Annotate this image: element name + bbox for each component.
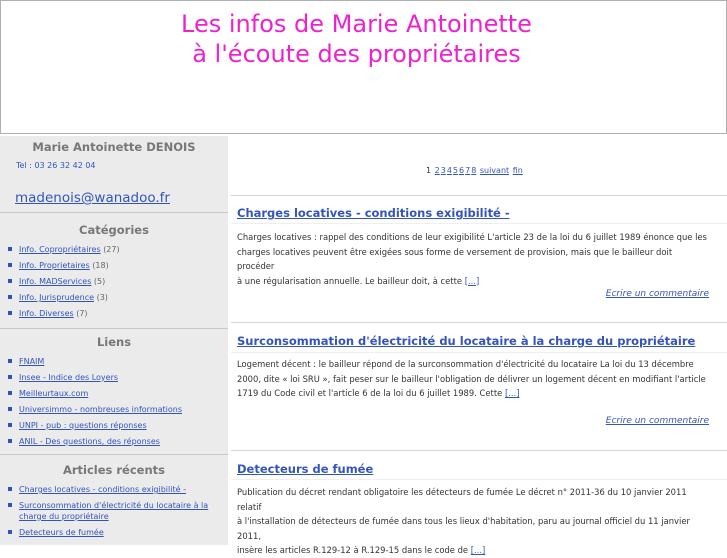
bullet-icon [8, 487, 12, 491]
page-link[interactable]: 5 [452, 166, 459, 175]
list-item [6, 500, 222, 522]
owner-name: Marie Antoinette DENOIS [32, 140, 196, 154]
post-title-link[interactable]: Detecteurs de fumée [237, 462, 374, 476]
site-header [0, 0, 727, 134]
external-link[interactable]: Universimmo - nombreuses informations [19, 405, 183, 414]
category-count: (3) [96, 293, 108, 302]
page-link[interactable]: 3 [440, 166, 446, 175]
bullet-icon [8, 375, 12, 379]
next-page-link[interactable]: suivant [479, 166, 510, 175]
external-link[interactable]: ANIL - Des questions, des réponses [19, 437, 160, 446]
bullet-icon [8, 423, 12, 427]
category-link[interactable]: Info. Copropriétaires [19, 245, 101, 254]
list-item [6, 356, 222, 367]
sidebar-divider [0, 328, 228, 329]
last-page-link[interactable]: fin [512, 166, 523, 175]
list-item [6, 276, 222, 287]
bullet-icon [8, 439, 12, 443]
categories-list [6, 244, 222, 324]
bullet-icon [8, 407, 12, 411]
post-excerpt [237, 485, 709, 558]
list-item [6, 308, 222, 319]
read-more-link[interactable]: [...] [464, 275, 480, 286]
recent-article-link[interactable]: Surconsommation d'électricité du locataire à la charge du propriétaire [19, 501, 209, 521]
post-title-link[interactable]: Surconsommation d'électricité du locataire à la charge du propriétaire [237, 334, 696, 348]
list-item [6, 436, 222, 447]
site-title-line1: Les infos de Marie Antoinette [181, 10, 532, 38]
external-link[interactable]: UNPI - pub : questions réponses [19, 421, 147, 430]
bullet-icon [8, 391, 12, 395]
page-link[interactable]: 7 [465, 166, 471, 175]
excerpt-line: Logement décent : le bailleur répond de la surconsommation d'électricité du locataire La loi du 13 décembre [237, 359, 694, 369]
excerpt-line: 2000, dite « loi SRU », fait peser sur le bailleur l'obligation de délivrer un logement décent en modifiant l'article [237, 373, 706, 384]
bullet-icon [8, 295, 12, 299]
category-count: (5) [93, 277, 106, 286]
email-link[interactable]: madenois@wanadoo.fr [15, 190, 170, 206]
excerpt-line: à une régularisation annuelle. Le bailleur doit, à cette [...] [237, 275, 480, 286]
read-more-link[interactable]: [...] [470, 545, 486, 555]
recent-articles-list [6, 484, 222, 543]
pagination [426, 166, 523, 175]
post-excerpt [237, 357, 709, 401]
recent-article-link[interactable]: Detecteurs de fumée [19, 528, 104, 537]
bullet-icon [8, 263, 12, 267]
list-item [6, 372, 222, 383]
recent-articles-heading: Articles récents [62, 463, 166, 477]
post-divider [231, 223, 727, 224]
links-heading: Liens [96, 335, 132, 349]
current-page: 1 [426, 166, 432, 175]
owner-phone: Tel : 03 26 32 42 04 [16, 161, 96, 170]
list-item [6, 484, 222, 495]
bullet-icon [8, 279, 12, 283]
bullet-icon [8, 530, 12, 534]
post-title-link[interactable]: Charges locatives - conditions exigibilité - [237, 206, 510, 220]
write-comment-link[interactable]: Ecrire un commentaire [605, 289, 709, 299]
excerpt-line: Charges locatives : rappel des conditions de leur exigibilité L'article 23 de la loi du 6 juillet 1989 énonce que les [237, 232, 707, 242]
page-link[interactable]: 2 [434, 166, 440, 175]
external-link[interactable]: FNAIM [19, 357, 45, 366]
post-divider [231, 352, 727, 353]
external-link[interactable]: Insee - Indice des Loyers [19, 373, 119, 382]
excerpt-line: 1719 du Code civil et l'article 6 de la loi du 6 juillet 1989. Cette [...] [237, 388, 520, 398]
list-item [6, 244, 222, 255]
sidebar [0, 136, 228, 545]
post-divider [231, 479, 727, 480]
page-link[interactable]: 6 [459, 166, 465, 175]
list-item [6, 404, 222, 415]
page-link[interactable]: 8 [471, 166, 477, 175]
list-item [6, 527, 222, 538]
category-link[interactable]: Info. MADServices [19, 277, 92, 286]
external-link[interactable]: Meilleurtaux.com [19, 389, 89, 398]
bullet-icon [8, 311, 12, 315]
post-excerpt [237, 230, 709, 288]
sidebar-divider [0, 212, 228, 213]
category-count: (27) [103, 245, 120, 254]
bullet-icon [8, 247, 12, 251]
post-divider [231, 450, 727, 451]
excerpt-line: à l'installation de détecteurs de fumée dans tous les lieux d'habitation, paru au journal officiel du 11 janvier 2011, [237, 516, 690, 541]
category-link[interactable]: Info. Jurisprudence [19, 293, 95, 302]
list-item [6, 388, 222, 399]
category-count: (7) [76, 309, 88, 318]
page-link[interactable]: 4 [446, 166, 452, 175]
list-item [6, 260, 222, 271]
post-divider [231, 322, 727, 323]
category-link[interactable]: Info. Diverses [19, 309, 74, 318]
excerpt-line: charges locatives peuvent être exigées sous forme de versement de provision, mais que le bailleur doit procéder [237, 246, 673, 271]
post-divider [231, 195, 727, 196]
categories-heading: Catégories [79, 223, 149, 237]
links-list [6, 356, 222, 452]
site-title-line2: à l'écoute des propriétaires [192, 40, 521, 68]
category-count: (18) [92, 261, 109, 270]
excerpt-line: Publication du décret rendant obligatoire les détecteurs de fumée Le décret n° 2011-36 du 10 janvier 2011 relatif [237, 487, 687, 512]
list-item [6, 292, 222, 303]
recent-article-link[interactable]: Charges locatives - conditions exigibilité - [19, 485, 186, 494]
sidebar-divider [0, 454, 228, 455]
write-comment-link[interactable]: Ecrire un commentaire [605, 416, 709, 426]
bullet-icon [8, 503, 12, 507]
list-item [6, 420, 222, 431]
category-link[interactable]: Info. Proprietaires [19, 261, 90, 270]
bullet-icon [8, 359, 12, 363]
excerpt-line: insère les articles R.129-12 à R.129-15 dans le code de [...] [237, 545, 486, 555]
read-more-link[interactable]: [...] [504, 388, 520, 398]
